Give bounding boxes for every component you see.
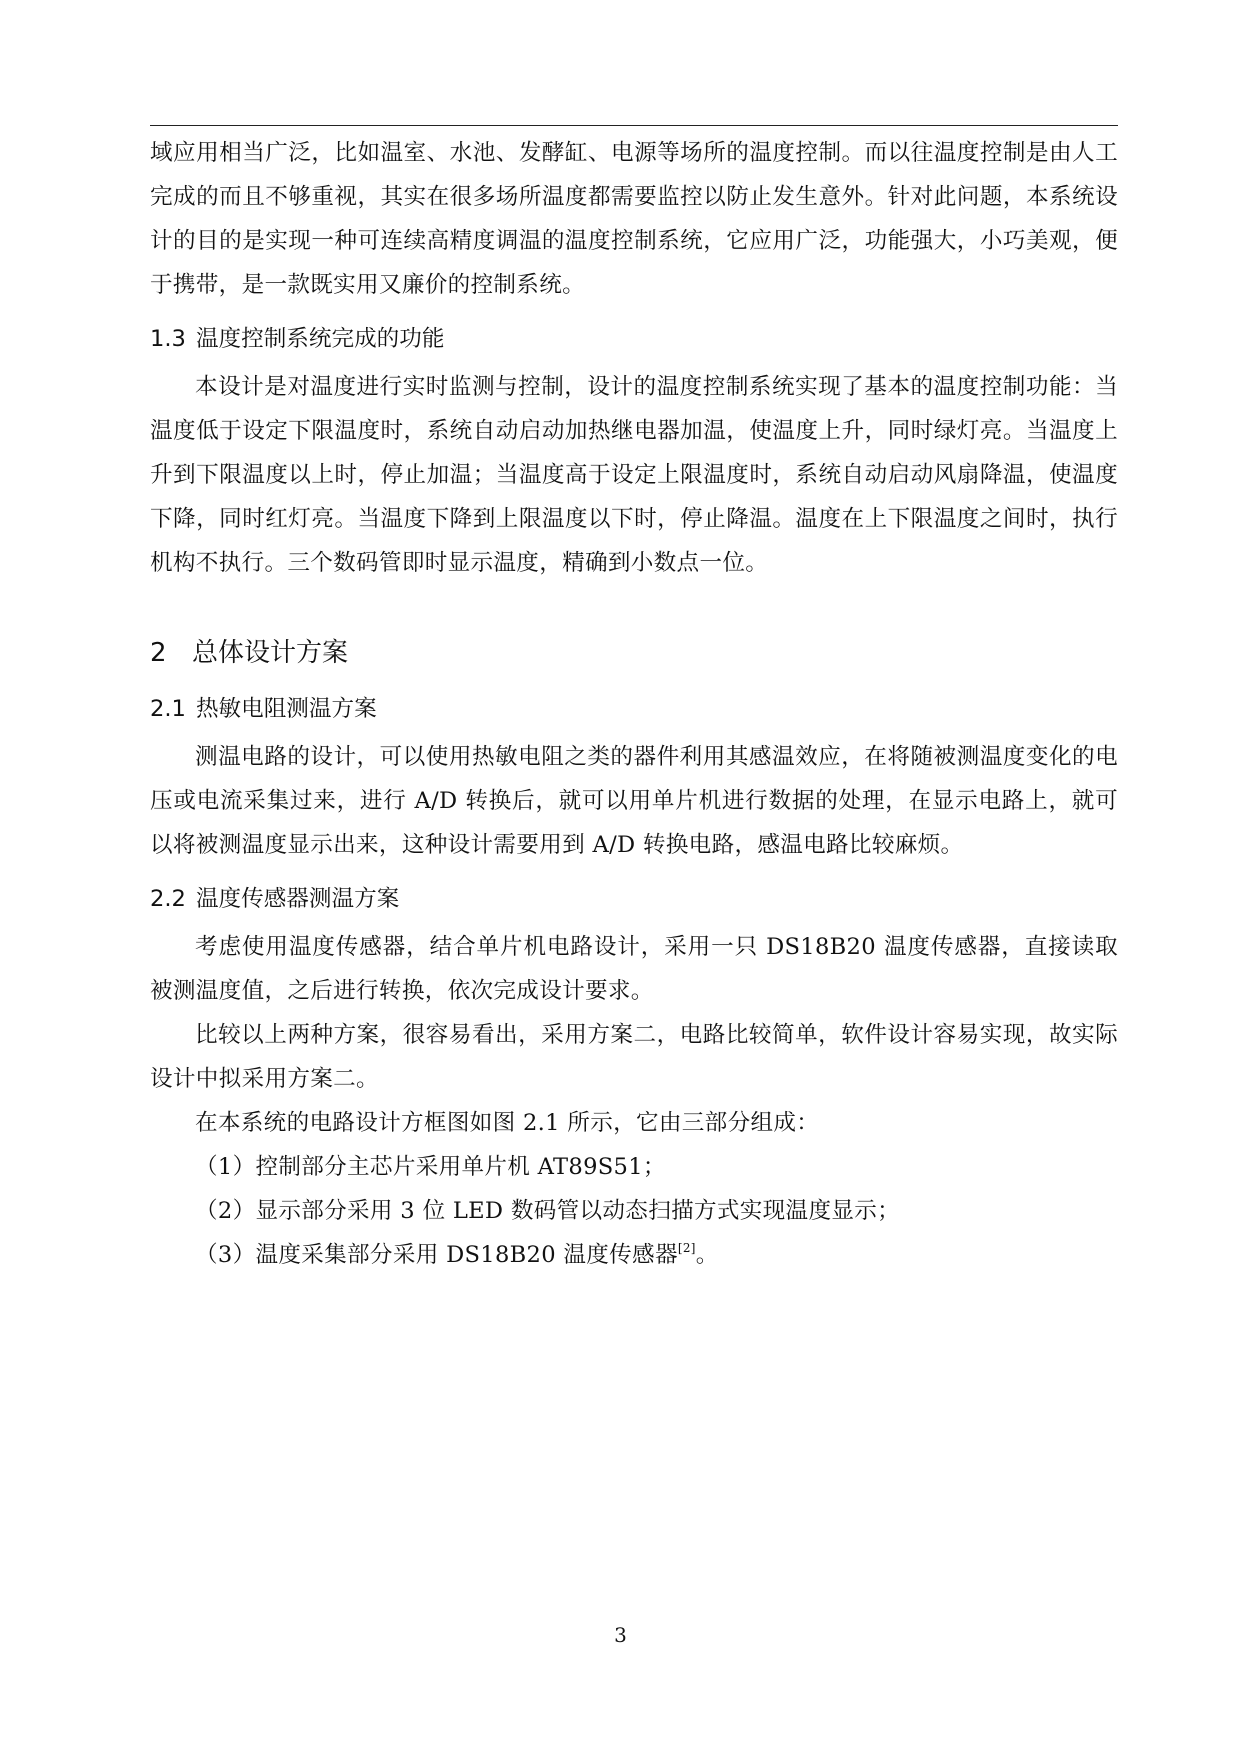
chapter-title: 总体设计方案 (192, 638, 349, 668)
section-2-1-paragraph: 测温电路的设计，可以使用热敏电阻之类的器件利用其感温效应，在将随被测温度变化的电压或电流采集过来，进行 A/D 转换后，就可以用单片机进行数据的处理，在显示电路上，就可以将被测温度显示出来，这种设计需要用到 A/D 转换电路，感温电路比较麻烦。 (150, 744, 1118, 858)
section-heading-1-3 (150, 317, 1118, 361)
page-body (150, 131, 1118, 1277)
intro-paragraph: 域应用相当广泛，比如温室、水池、发酵缸、电源等场所的温度控制。而以往温度控制是由人工完成的而且不够重视，其实在很多场所温度都需要监控以防止发生意外。针对此问题，本系统设计的目的是实现一种可连续高精度调温的温度控制系统，它应用广泛，功能强大，小巧美观，便于携带，是一款既实用又廉价的控制系统。 (150, 140, 1118, 298)
section-1-3-paragraph: 本设计是对温度进行实时监测与控制，设计的温度控制系统实现了基本的温度控制功能：当温度低于设定下限温度时，系统自动启动加热继电器加温，使温度上升，同时绿灯亮。当温度上升到下限温度以上时，停止加温；当温度高于设定上限温度时，系统自动启动风扇降温，使温度下降，同时红灯亮。当温度下降到上限温度以下时，停止降温。温度在上下限温度之间时，执行机构不执行。三个数码管即时显示温度，精确到小数点一位。 (150, 374, 1118, 576)
header-rule (150, 125, 1118, 126)
chapter-heading-2 (150, 631, 1118, 675)
section-title: 温度传感器测温方案 (195, 886, 400, 912)
section-2-2-paragraph-3: 在本系统的电路设计方框图如图 2.1 所示，它由三部分组成： (195, 1110, 820, 1136)
section-title: 温度控制系统完成的功能 (195, 326, 445, 352)
section-number: 2.2 (150, 886, 186, 912)
section-number: 1.3 (150, 326, 186, 352)
list-item-2: （2）显示部分采用 3 位 LED 数码管以动态扫描方式实现温度显示； (195, 1198, 901, 1224)
citation-ref: [2] (677, 1241, 696, 1255)
chapter-number: 2 (150, 638, 167, 668)
section-2-2-paragraph-2: 比较以上两种方案，很容易看出，采用方案二，电路比较简单，软件设计容易实现，故实际设计中拟采用方案二。 (150, 1022, 1118, 1092)
section-2-2-paragraph-1: 考虑使用温度传感器，结合单片机电路设计，采用一只 DS18B20 温度传感器，直接读取被测温度值，之后进行转换，依次完成设计要求。 (150, 934, 1118, 1004)
list-item-3-text: （3）温度采集部分采用 DS18B20 温度传感器 (195, 1242, 678, 1268)
page-number: 3 (614, 1623, 627, 1647)
section-number: 2.1 (150, 696, 186, 722)
list-item-1: （1）控制部分主芯片采用单片机 AT89S51； (195, 1154, 666, 1180)
section-heading-2-2 (150, 877, 1118, 921)
section-title: 热敏电阻测温方案 (195, 696, 377, 722)
list-item-3-end: 。 (695, 1242, 719, 1268)
list-item-3 (150, 1233, 1118, 1277)
section-heading-2-1 (150, 687, 1118, 731)
